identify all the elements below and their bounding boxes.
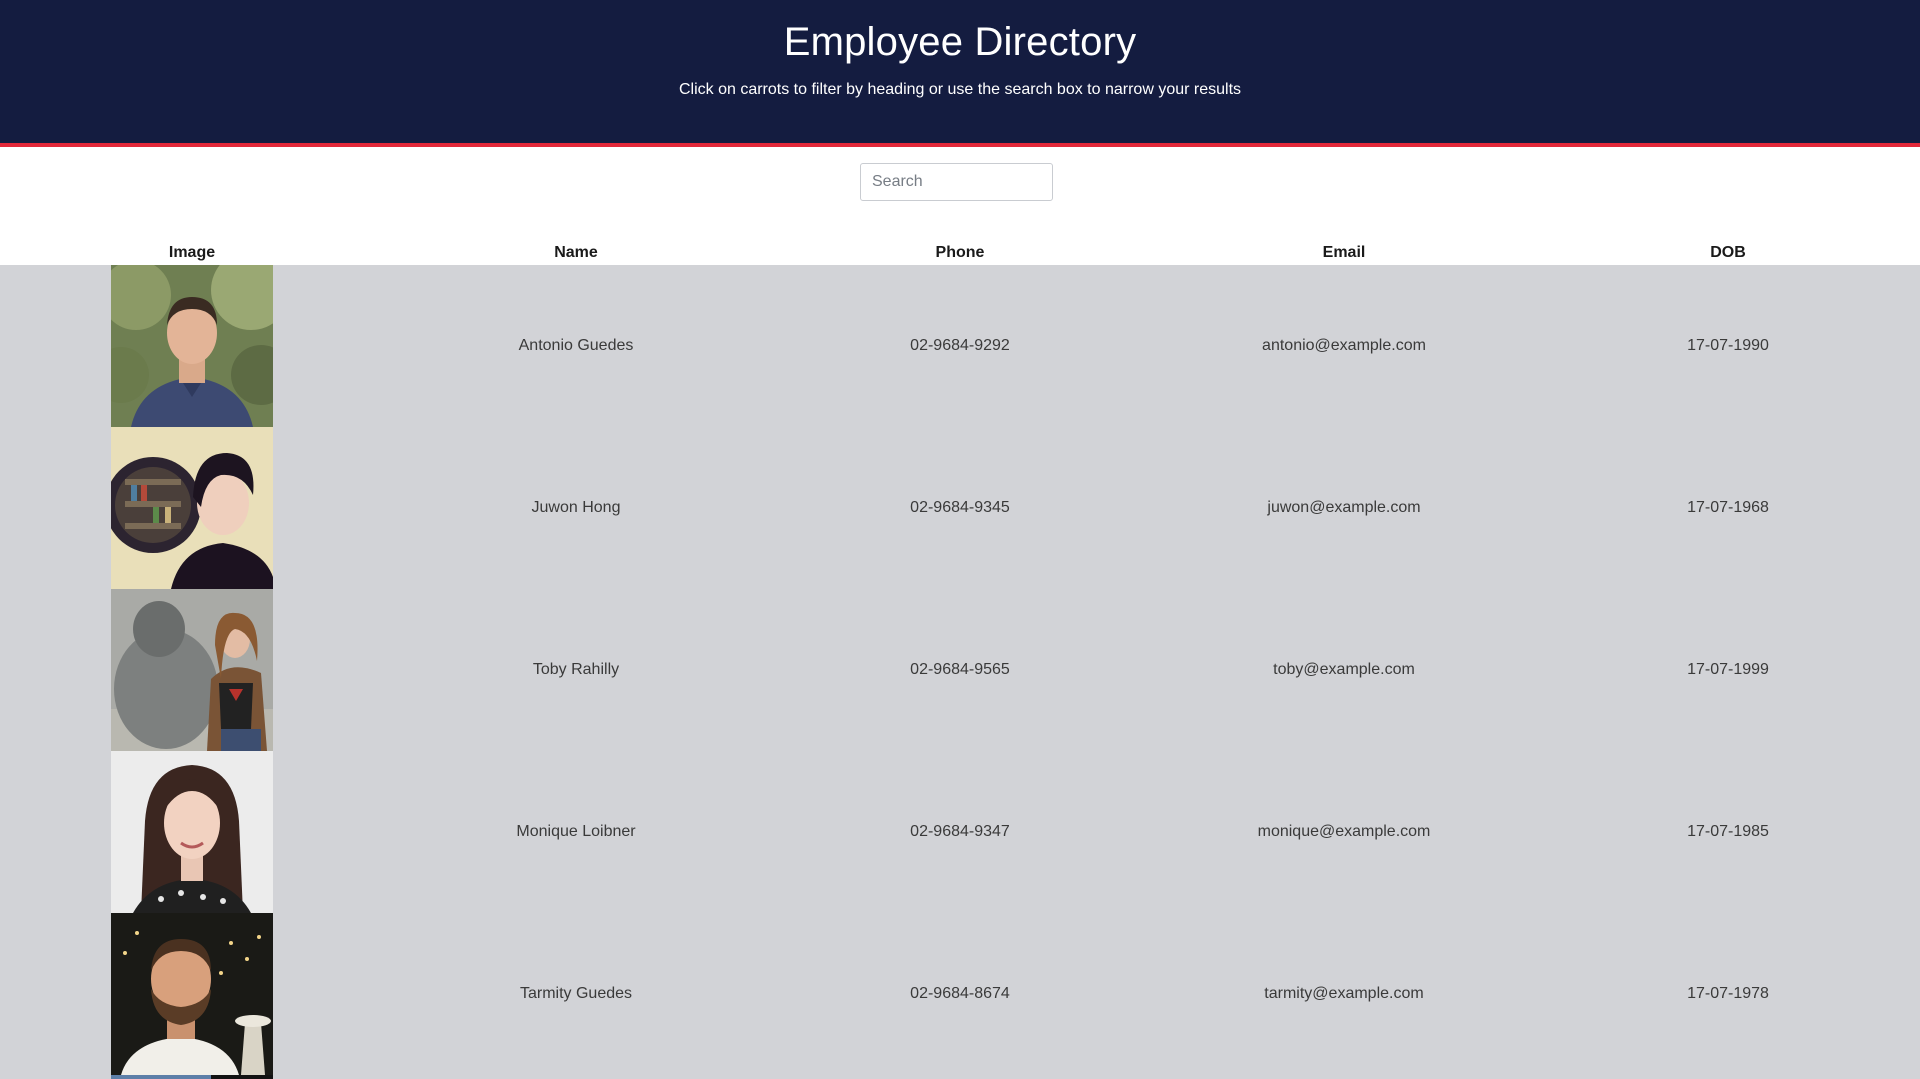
column-header-phone[interactable]: Phone [935, 244, 985, 261]
employee-dob: 17-07-1985 [1687, 823, 1769, 840]
table-row [0, 589, 1920, 751]
employee-photo [111, 1075, 273, 1079]
employee-phone: 02-9684-9347 [910, 823, 1010, 840]
employee-photo [111, 751, 273, 913]
employee-phone: 02-9684-9292 [910, 337, 1010, 354]
column-header-name[interactable]: Name [554, 244, 598, 261]
employee-photo [111, 913, 273, 1075]
employee-email: juwon@example.com [1267, 499, 1421, 516]
table-row [0, 265, 1920, 427]
employee-dob: 17-07-1999 [1687, 661, 1769, 678]
employee-dob: 17-07-1978 [1687, 985, 1769, 1002]
column-header-dob[interactable]: DOB [1710, 244, 1746, 261]
table-body [0, 265, 1920, 1079]
employee-name: Tarmity Guedes [519, 985, 633, 1002]
search-container [860, 163, 1053, 201]
employee-email: tarmity@example.com [1264, 985, 1424, 1002]
employee-email: monique@example.com [1257, 823, 1431, 840]
employee-photo-toby [111, 589, 273, 751]
employee-phone: 02-9684-9565 [910, 661, 1010, 678]
employee-dob: 17-07-1990 [1687, 337, 1769, 354]
employee-photo [111, 427, 273, 589]
employee-photo-monique [111, 751, 273, 913]
employee-name: Antonio Guedes [518, 337, 634, 354]
employee-photo-partial [111, 1075, 273, 1079]
employee-name: Toby Rahilly [532, 661, 620, 678]
page-subtitle: Click on carrots to filter by heading or use the search box to narrow your results [678, 81, 1242, 98]
employee-photo [111, 589, 273, 751]
page-header [0, 0, 1920, 147]
table-header [0, 243, 1920, 265]
employee-phone: 02-9684-9345 [910, 499, 1010, 516]
table-row [0, 913, 1920, 1075]
column-header-image[interactable]: Image [168, 244, 216, 261]
employee-name: Juwon Hong [531, 499, 621, 516]
page-title: Employee Directory [783, 20, 1137, 64]
table-row [0, 427, 1920, 589]
employee-dob: 17-07-1968 [1687, 499, 1769, 516]
search-input[interactable] [860, 163, 1053, 201]
employee-photo-tarmity [111, 913, 273, 1075]
table-row-partial [0, 1075, 1920, 1079]
employee-name: Monique Loibner [516, 823, 636, 840]
employee-email: antonio@example.com [1262, 337, 1426, 354]
table-row [0, 751, 1920, 913]
employee-email: toby@example.com [1273, 661, 1415, 678]
column-header-email[interactable]: Email [1322, 244, 1366, 261]
employee-photo-antonio [111, 265, 273, 427]
employee-photo [111, 265, 273, 427]
employee-photo-juwon [111, 427, 273, 589]
employee-phone: 02-9684-8674 [910, 985, 1010, 1002]
